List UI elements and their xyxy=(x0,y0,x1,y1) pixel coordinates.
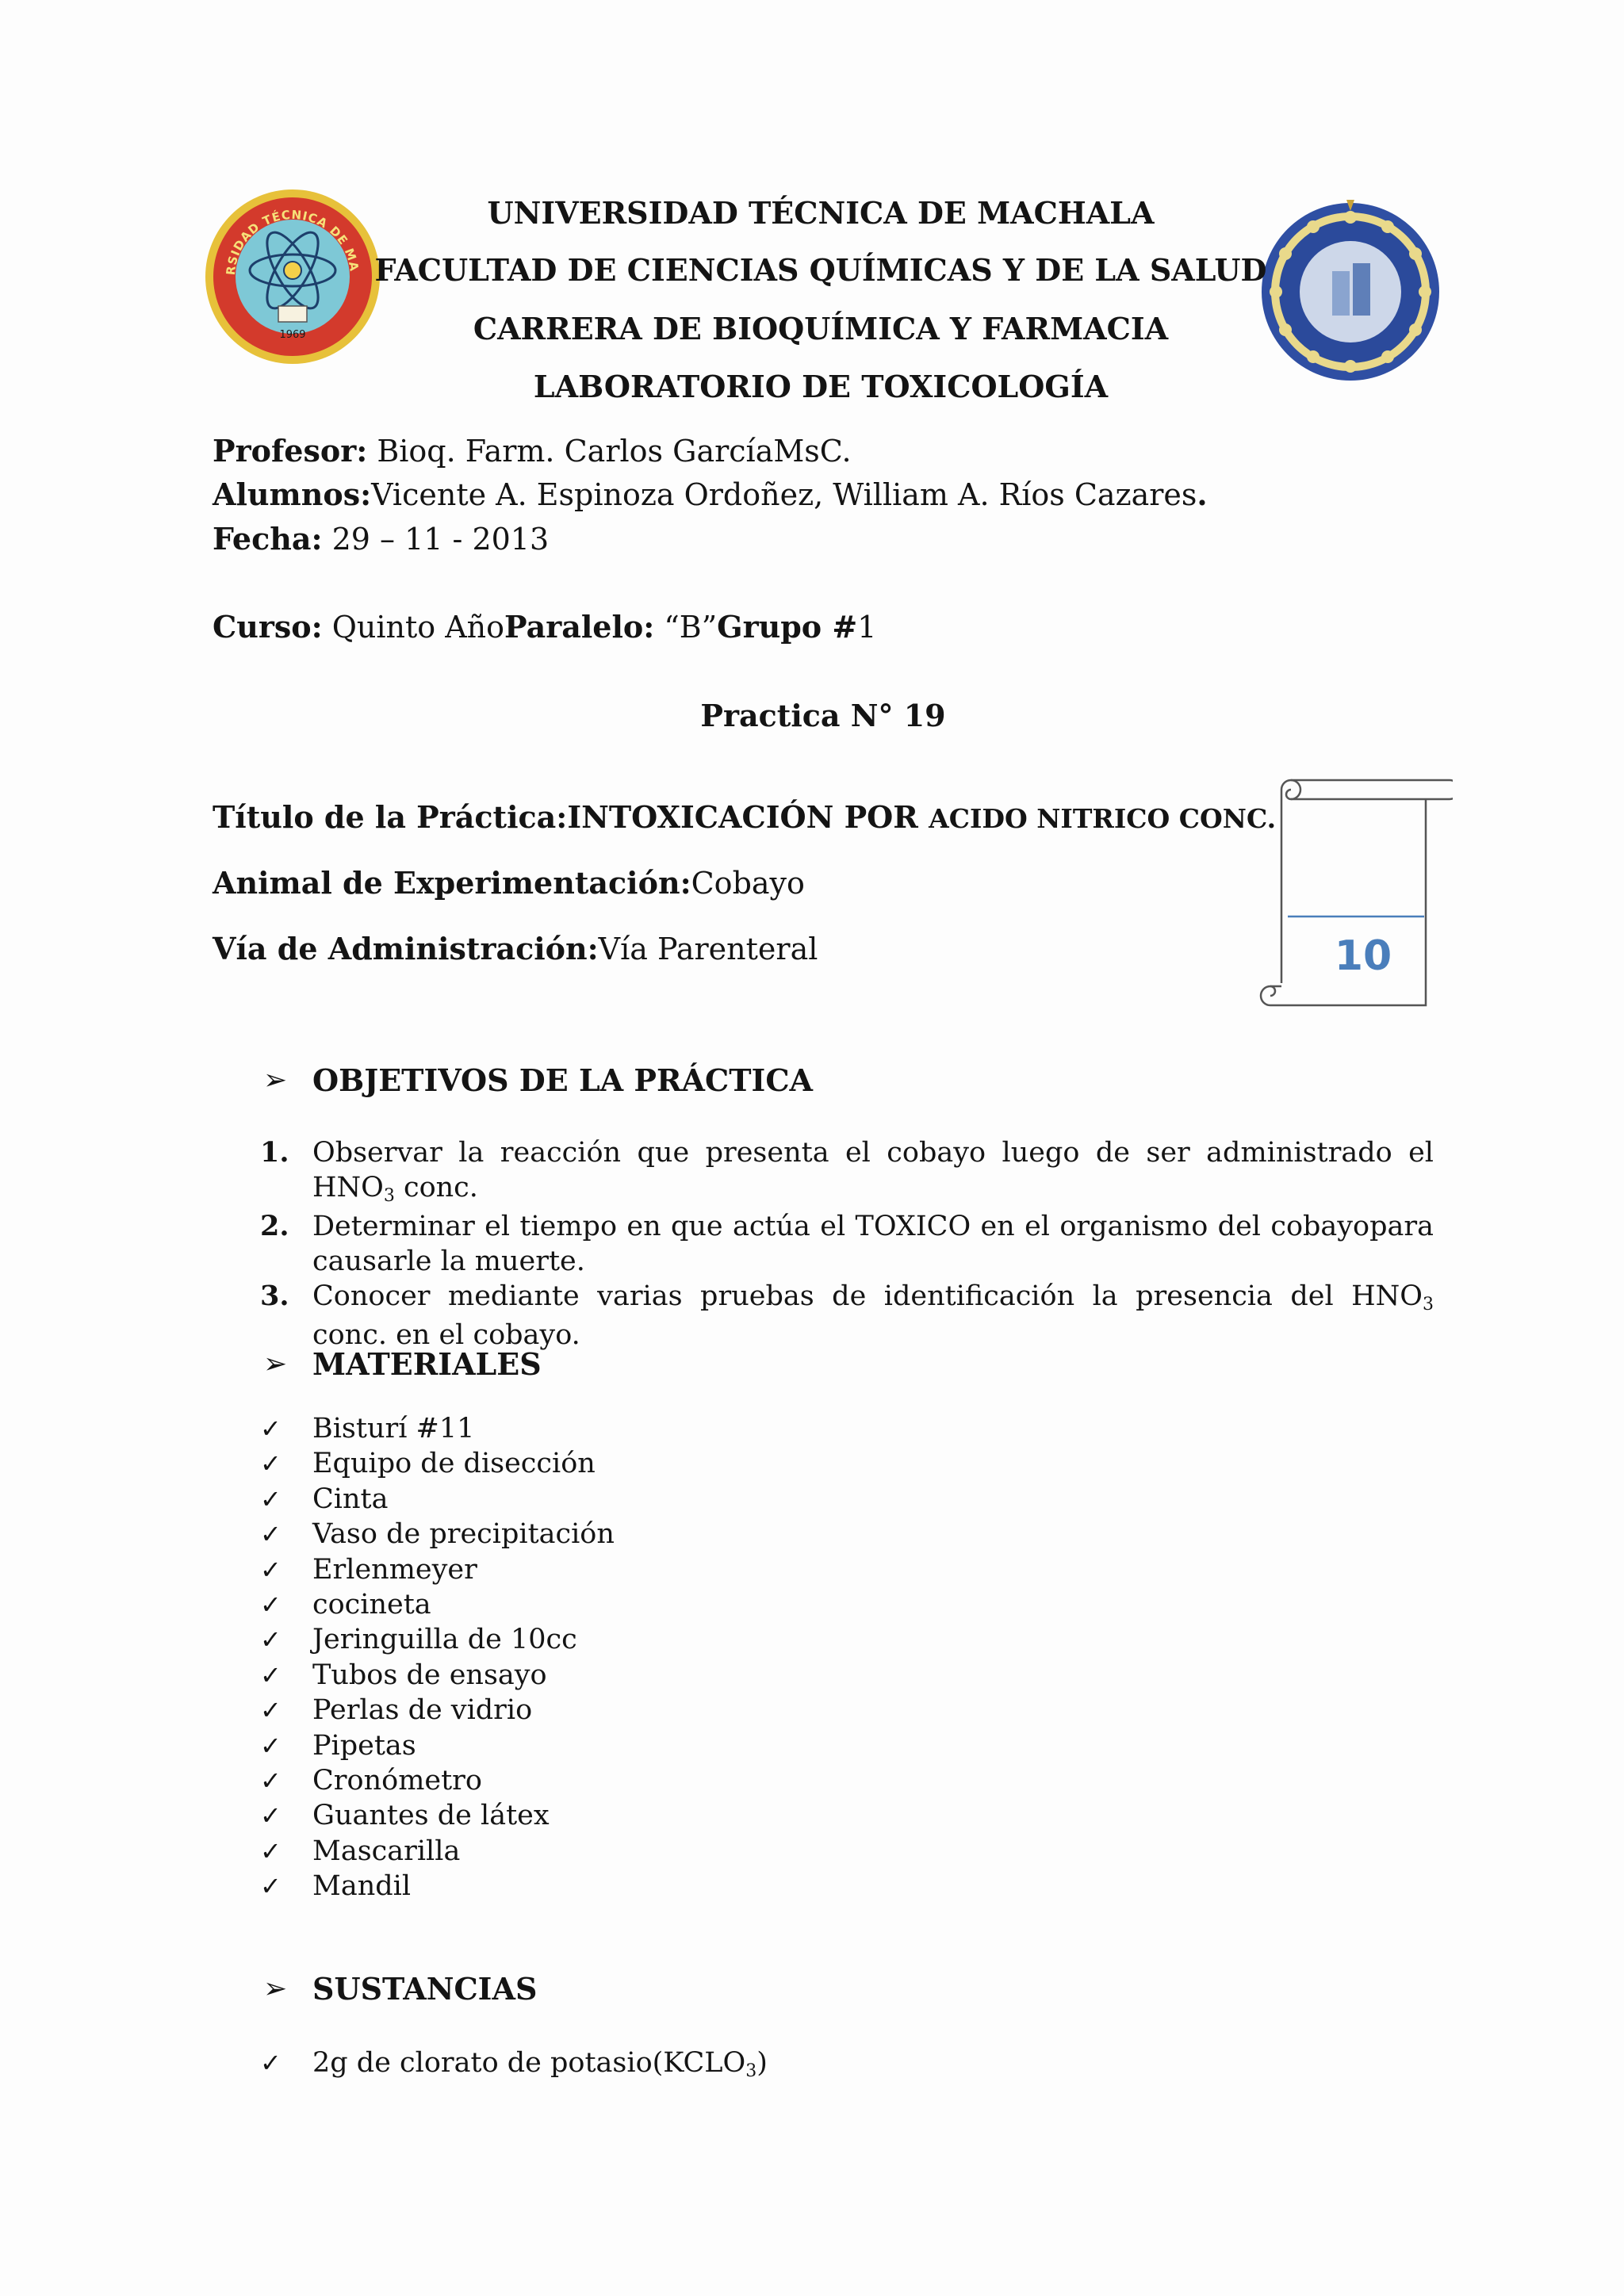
alumnos-line xyxy=(213,476,1208,513)
objetivo-item: 1. Observar la reacción que presenta el cobayo luego de ser administrado el $HNO_3$ conc. xyxy=(260,1136,1434,1206)
list-item xyxy=(260,1622,615,1657)
material-label: Guantes de látex xyxy=(312,1800,550,1832)
arrow-bullet-icon: ➢ xyxy=(263,1348,288,1380)
alumnos-period: . xyxy=(1197,476,1208,512)
animal-value: Cobayo xyxy=(691,866,805,901)
career-name: CARRERA DE BIOQUÍMICA Y FARMACIA xyxy=(473,311,1169,346)
material-label: Bisturí #11 xyxy=(312,1413,475,1445)
check-icon: ✓ xyxy=(260,1590,282,1621)
list-item xyxy=(260,1552,615,1587)
check-icon: ✓ xyxy=(260,1695,282,1726)
fecha-label: Fecha: xyxy=(213,521,323,557)
profesor-label: Profesor: xyxy=(213,433,368,469)
list-item xyxy=(260,1446,615,1481)
material-label: Pipetas xyxy=(312,1729,416,1762)
alumnos-label: Alumnos: xyxy=(213,476,372,512)
svg-text:UNIVERSIDAD TÉCNICA DE MACHALA: RSIDAD TÉCNICA DE MA xyxy=(223,207,362,276)
grade-value: 10 xyxy=(1334,932,1392,980)
curso-value: Quinto Año xyxy=(322,610,505,645)
materiales-list xyxy=(260,1411,615,1904)
material-label: Mascarilla xyxy=(312,1835,461,1867)
animal-line xyxy=(213,865,805,901)
paralelo-value: “B” xyxy=(654,610,718,645)
material-label: Cinta xyxy=(312,1483,389,1515)
list-item xyxy=(260,1411,615,1446)
materiales-title: MATERIALES xyxy=(312,1346,542,1382)
materiales-heading xyxy=(263,1346,542,1382)
curso-line xyxy=(213,609,876,645)
list-item xyxy=(260,1482,615,1517)
fecha-line xyxy=(213,521,549,557)
titulo-label: Título de la Práctica: xyxy=(213,799,568,835)
check-icon: ✓ xyxy=(260,1766,282,1797)
list-item xyxy=(260,1728,615,1763)
profesor-line xyxy=(213,433,852,469)
check-icon: ✓ xyxy=(260,1519,282,1550)
check-icon: ✓ xyxy=(260,1414,282,1444)
faculty-name: FACULTAD DE CIENCIAS QUÍMICAS Y DE LA SALUD xyxy=(374,252,1267,288)
sustancias-title: SUSTANCIAS xyxy=(312,1971,538,2007)
list-item xyxy=(260,1587,615,1622)
material-label: Vaso de precipitación xyxy=(312,1518,615,1551)
check-icon: ✓ xyxy=(260,1730,282,1761)
material-label: Erlenmeyer xyxy=(312,1553,477,1586)
grupo-label: Grupo # xyxy=(717,609,858,645)
check-icon: ✓ xyxy=(260,1800,282,1831)
list-item xyxy=(260,1658,615,1693)
sustancias-list xyxy=(260,2045,768,2084)
curso-label: Curso: xyxy=(213,609,323,645)
list-item xyxy=(260,1693,615,1728)
check-icon: ✓ xyxy=(260,1483,282,1514)
objetivo-item: 2. Determinar el tiempo en que actúa el TOXICO en el organismo del cobayopara causarle la muerte. xyxy=(260,1210,1434,1277)
objetivos-heading xyxy=(263,1062,813,1098)
profesor-value: Bioq. Farm. Carlos GarcíaMsC. xyxy=(367,434,852,469)
arrow-bullet-icon: ➢ xyxy=(263,1973,288,2005)
check-icon: ✓ xyxy=(260,1624,282,1655)
check-icon: ✓ xyxy=(260,1554,282,1585)
list-item xyxy=(260,1834,615,1869)
practica-number: Practica N° 19 xyxy=(700,698,946,733)
animal-label: Animal de Experimentación: xyxy=(213,865,691,901)
material-label: Tubos de ensayo xyxy=(312,1659,547,1691)
material-label: Cronómetro xyxy=(312,1765,482,1797)
check-icon: ✓ xyxy=(260,1659,282,1690)
via-value: Vía Parenteral xyxy=(598,932,818,966)
sustancias-heading xyxy=(263,1971,537,2007)
via-line xyxy=(213,931,818,967)
titulo-value: INTOXICACIÓN POR xyxy=(567,799,929,835)
paralelo-label: Paralelo: xyxy=(504,609,655,645)
list-item: ✓ 2g de clorato de $potasio(KCLO_3)$ xyxy=(260,2045,768,2084)
list-item xyxy=(260,1763,615,1798)
objetivo-item: 3. Conocer mediante varias pruebas de identificación la presencia del $HNO_3$ conc. en el cobayo. xyxy=(260,1280,1434,1351)
objetivos-list xyxy=(260,1135,1434,1353)
university-name: UNIVERSIDAD TÉCNICA DE MACHALA xyxy=(487,195,1155,231)
grade-scroll xyxy=(1256,774,1453,1012)
check-icon: ✓ xyxy=(260,1448,282,1479)
material-label: Perlas de vidrio xyxy=(312,1694,533,1727)
list-item xyxy=(260,1798,615,1833)
material-label: cocineta xyxy=(312,1589,431,1621)
check-icon: ✓ xyxy=(260,2048,282,2078)
laboratory-name: LABORATORIO DE TOXICOLOGÍA xyxy=(533,369,1109,404)
grupo-value: 1 xyxy=(857,610,877,645)
titulo-line xyxy=(213,799,1276,837)
check-icon: ✓ xyxy=(260,1871,282,1902)
material-label: Mandil xyxy=(312,1870,412,1903)
svg-text:1969: 1969 xyxy=(279,329,306,341)
objetivos-title: OBJETIVOS DE LA PRÁCTICA xyxy=(312,1062,814,1098)
arrow-bullet-icon: ➢ xyxy=(263,1064,288,1096)
fecha-value: 29 – 11 - 2013 xyxy=(322,522,550,557)
material-label: Jeringuilla de 10cc xyxy=(312,1624,577,1656)
check-icon: ✓ xyxy=(260,1835,282,1866)
via-label: Vía de Administración: xyxy=(213,931,599,966)
material-label: Equipo de disección xyxy=(312,1448,596,1480)
list-item xyxy=(260,1517,615,1552)
titulo-value-small: ACIDO NITRICO CONC. xyxy=(929,803,1277,834)
list-item xyxy=(260,1869,615,1904)
alumnos-value: Vicente A. Espinoza Ordoñez, William A. Ríos Cazares xyxy=(371,477,1197,512)
